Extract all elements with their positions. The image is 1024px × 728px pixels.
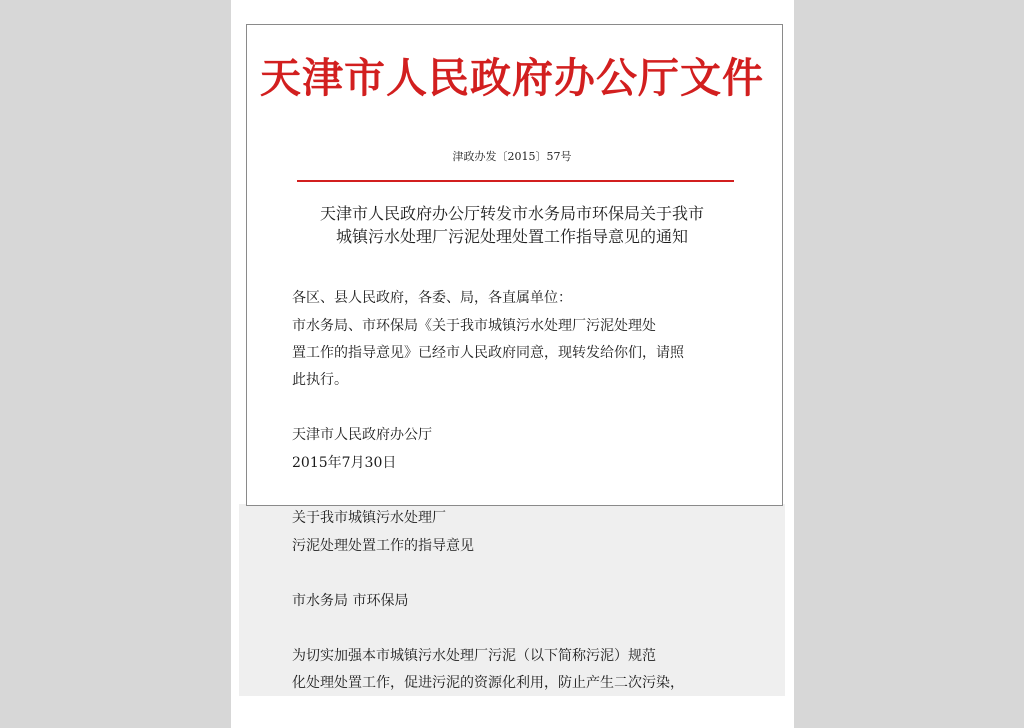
body-line-3: 此执行。: [292, 372, 348, 388]
notice-title: [0, 202, 1024, 248]
attachment-authors: 市水务局 市环保局: [292, 593, 409, 609]
red-divider: [297, 180, 734, 182]
body-line-2: 置工作的指导意见》已经市人民政府同意，现转发给你们，请照: [292, 345, 684, 361]
attachment-title-line-1: 关于我市城镇污水处理厂: [292, 510, 446, 526]
salutation: 各区、县人民政府，各委、局，各直属单位：: [292, 290, 572, 306]
issuer-signature: 天津市人民政府办公厅: [292, 427, 432, 443]
document-number: 津政办发〔2015〕57号: [452, 150, 572, 163]
body-line-1: 市水务局、市环保局《关于我市城镇污水处理厂污泥处理处: [292, 318, 656, 334]
attachment-title-line-2: 污泥处理处置工作的指导意见: [292, 538, 474, 554]
attachment-body-line-1: 为切实加强本市城镇污水处理厂污泥（以下简称污泥）规范: [292, 648, 656, 664]
attachment-body-line-2: 化处理处置工作，促进污泥的资源化利用，防止产生二次污染，: [292, 675, 684, 691]
masthead-title: 天津市人民政府办公厅文件: [260, 54, 764, 102]
notice-title-line-1: 天津市人民政府办公厅转发市水务局市环保局关于我市: [319, 204, 704, 223]
issue-date: 2015年7月30日: [292, 455, 397, 471]
notice-title-line-2: 城镇污水处理厂污泥处理处置工作指导意见的通知: [335, 227, 688, 246]
